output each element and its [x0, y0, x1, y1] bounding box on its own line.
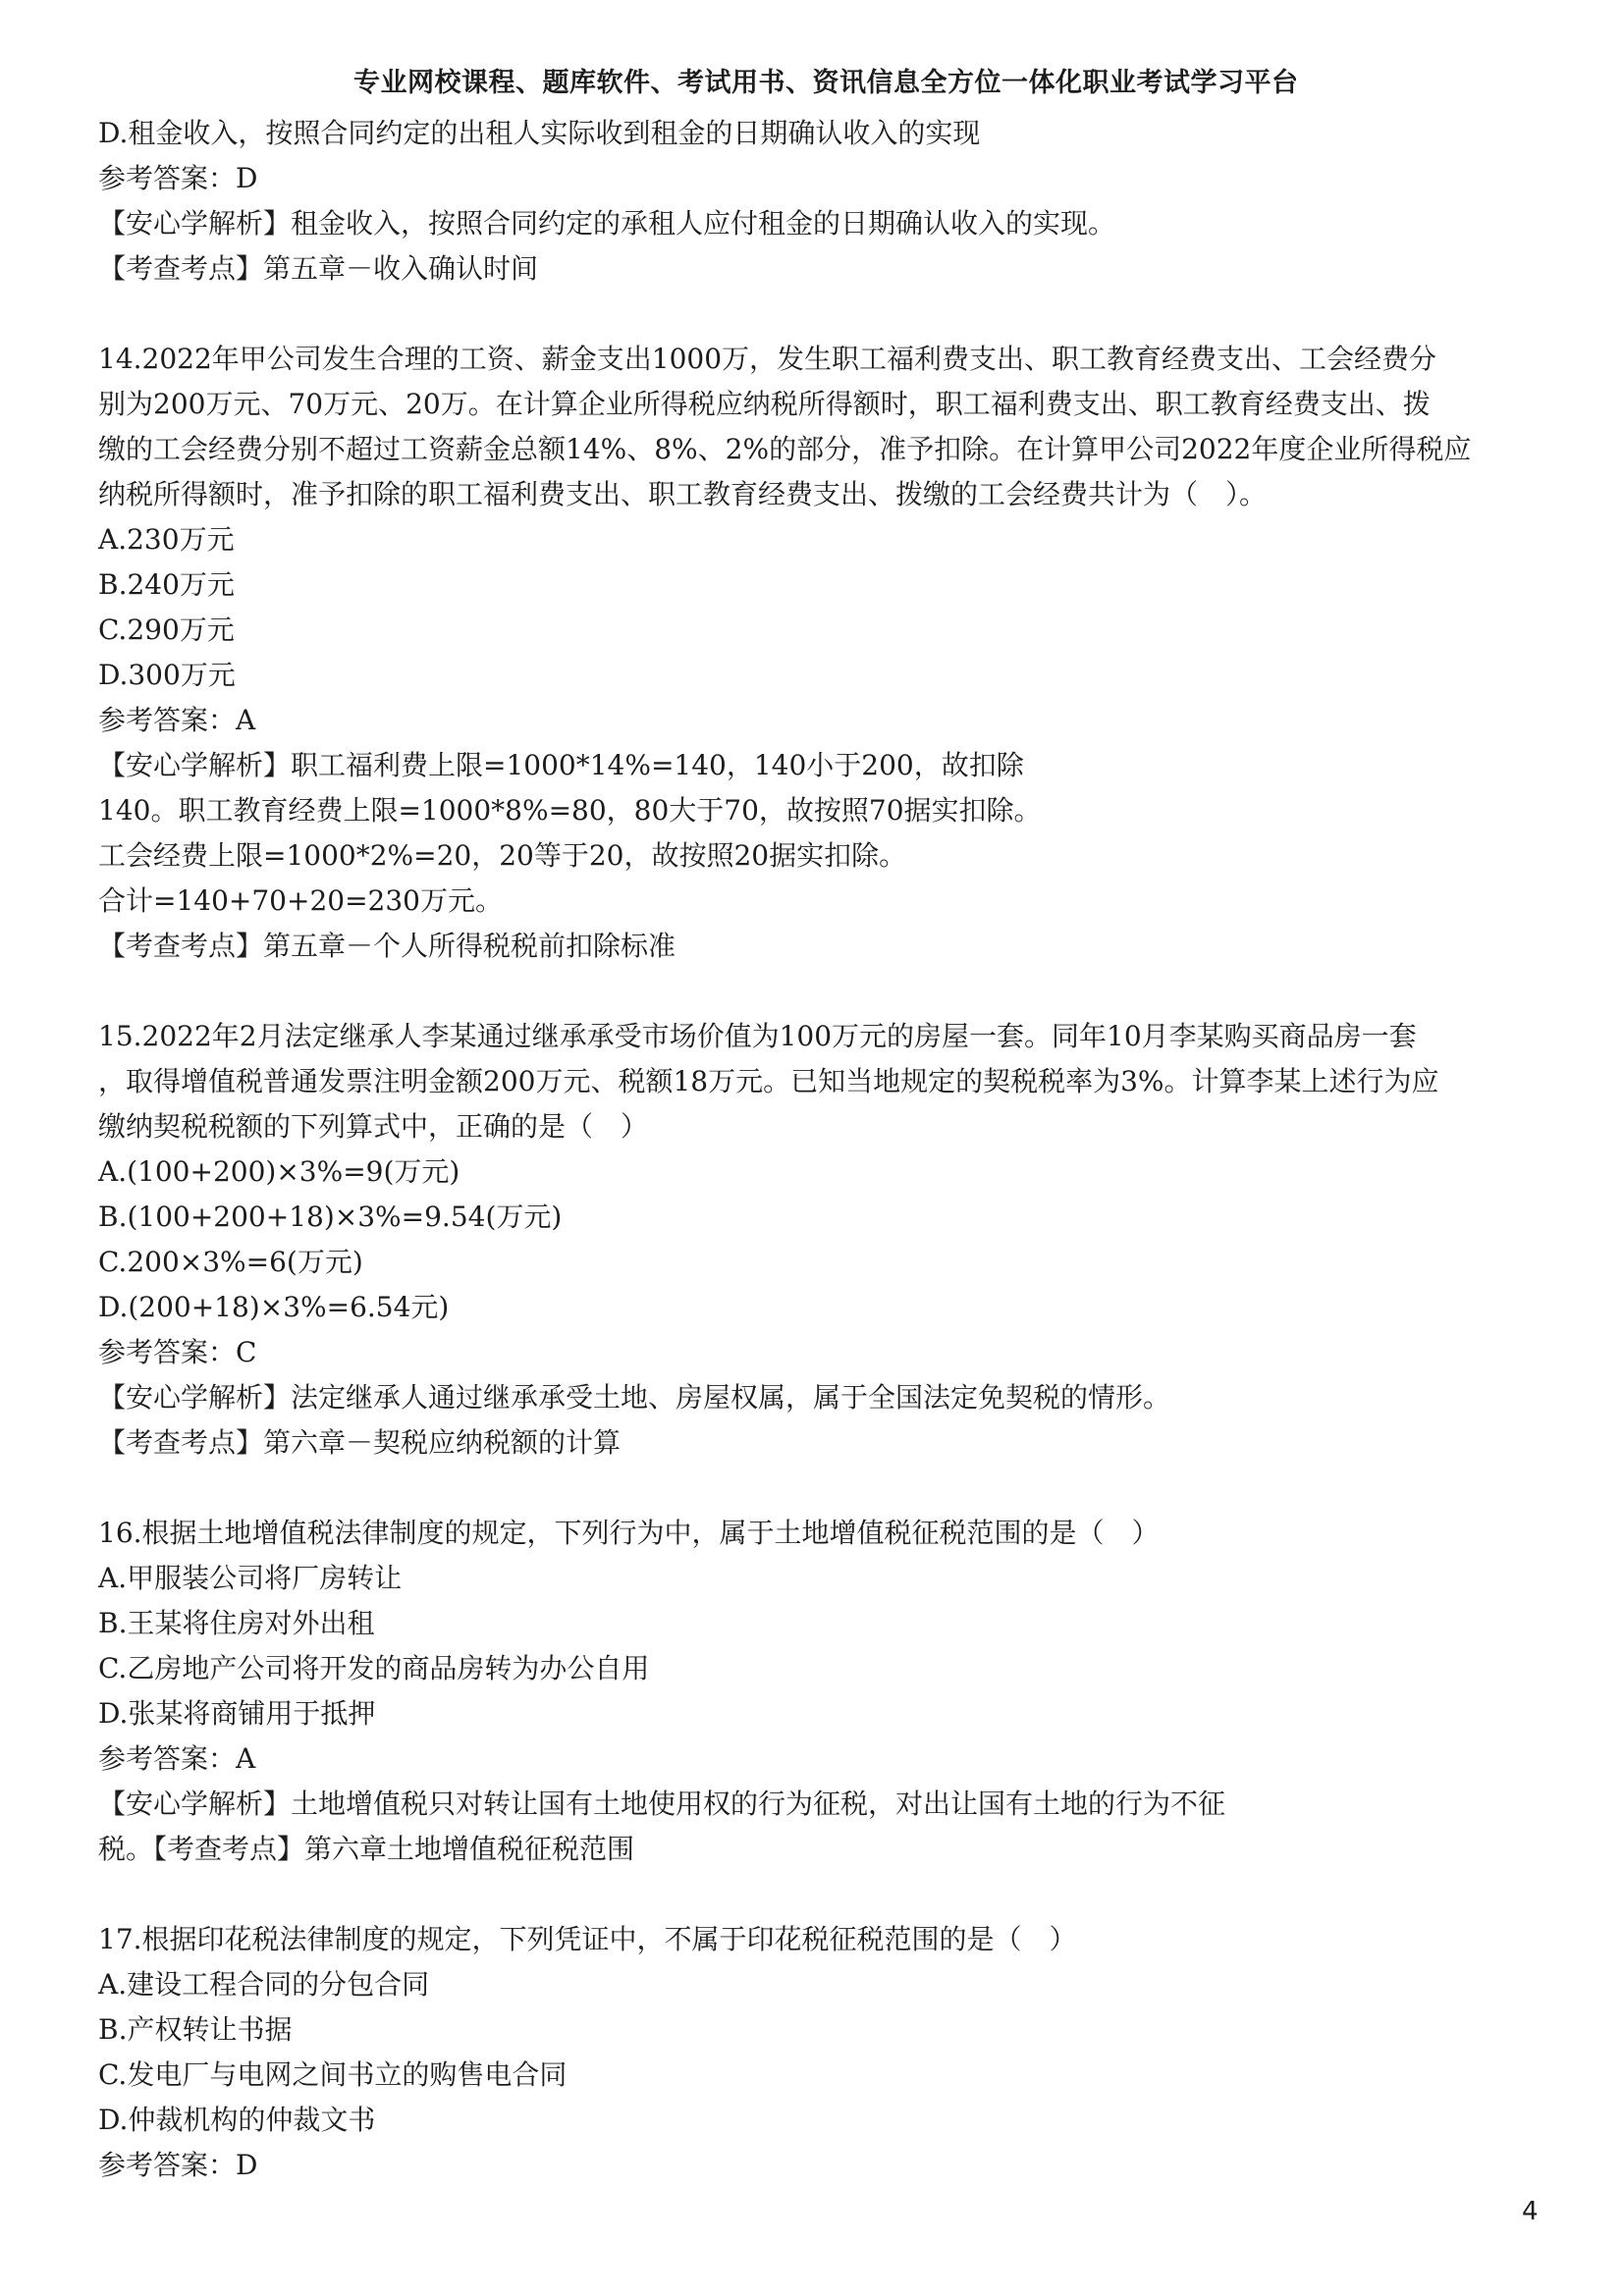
- text-line: D.张某将商铺用于抵押: [98, 1697, 376, 1730]
- question-block: [98, 1511, 1532, 1872]
- text-line: D.(200+18)×3%=6.54元): [98, 1291, 450, 1323]
- text-line: D.300万元: [98, 659, 236, 691]
- question-block: [98, 111, 1532, 292]
- text-line: 【安心学解析】租金收入，按照合同约定的承租人应付租金的日期确认收入的实现。: [98, 207, 1116, 240]
- text-line: 【安心学解析】职工福利费上限=1000*14%=140，140小于200，故扣除: [98, 749, 1024, 781]
- text-line: ，取得增值税普通发票注明金额200万元、税额18万元。已知当地规定的契税税率为3%。计算李某上述行为应: [98, 1065, 1439, 1097]
- text-line: 15.2022年2月法定继承人李某通过继承承受市场价值为100万元的房屋一套。同年10月李某购买商品房一套: [98, 1020, 1417, 1052]
- question-block: [98, 1014, 1532, 1466]
- text-line: A.甲服装公司将厂房转让: [98, 1562, 403, 1594]
- block-gap: [98, 292, 1532, 337]
- page-content: [98, 111, 1532, 2188]
- text-line: A.建设工程合同的分包合同: [98, 1968, 430, 2001]
- text-line: 参考答案：A: [98, 1742, 256, 1775]
- text-line: A.230万元: [98, 523, 235, 556]
- text-line: 合计=140+70+20=230万元。: [98, 884, 503, 917]
- text-line: 别为200万元、70万元、20万。在计算企业所得税应纳税所得额时，职工福利费支出、职工教育经费支出、拨: [98, 388, 1431, 420]
- text-line: 税。【考查考点】第六章土地增值税征税范围: [98, 1833, 635, 1865]
- text-line: 参考答案：D: [98, 2149, 258, 2181]
- text-line: 【考查考点】第五章－收入确认时间: [98, 252, 539, 285]
- text-line: B.(100+200+18)×3%=9.54(万元): [98, 1201, 563, 1233]
- question-block: [98, 337, 1532, 969]
- text-line: C.290万元: [98, 614, 235, 646]
- text-line: 【考查考点】第六章－契税应纳税额的计算: [98, 1426, 622, 1459]
- text-line: B.240万元: [98, 568, 235, 601]
- text-line: C.乙房地产公司将开发的商品房转为办公自用: [98, 1652, 650, 1684]
- text-line: 【安心学解析】法定继承人通过继承承受土地、房屋权属，属于全国法定免契税的情形。: [98, 1381, 1171, 1414]
- text-line: 缴纳契税税额的下列算式中，正确的是（ ）: [98, 1110, 649, 1143]
- block-gap: [98, 969, 1532, 1014]
- page-header: 专业网校课程、题库软件、考试用书、资讯信息全方位一体化职业考试学习平台: [353, 68, 1299, 98]
- text-line: 参考答案：C: [98, 1336, 257, 1368]
- text-line: 【安心学解析】土地增值税只对转让国有土地使用权的行为征税，对出让国有土地的行为不征: [98, 1788, 1226, 1820]
- text-line: 参考答案：D: [98, 162, 258, 194]
- text-line: 【考查考点】第五章－个人所得税税前扣除标准: [98, 930, 676, 962]
- text-line: 14.2022年甲公司发生合理的工资、薪金支出1000万，发生职工福利费支出、职工教育经费支出、工会经费分: [98, 343, 1437, 375]
- text-line: C.200×3%=6(万元): [98, 1246, 363, 1278]
- text-line: A.(100+200)×3%=9(万元): [98, 1155, 460, 1188]
- text-line: 16.根据土地增值税法律制度的规定，下列行为中，属于土地增值税征税范围的是（ ）: [98, 1517, 1160, 1549]
- text-line: B.产权转让书据: [98, 2013, 293, 2046]
- text-line: D.租金收入，按照合同约定的出租人实际收到租金的日期确认收入的实现: [98, 117, 981, 149]
- page-number: 4: [1522, 2197, 1539, 2226]
- text-line: B.王某将住房对外出租: [98, 1607, 375, 1639]
- text-line: C.发电厂与电网之间书立的购售电合同: [98, 2058, 568, 2091]
- text-line: 纳税所得额时，准予扣除的职工福利费支出、职工教育经费支出、拨缴的工会经费共计为（ ）。: [98, 478, 1268, 510]
- text-line: 缴的工会经费分别不超过工资薪金总额14%、8%、2%的部分，准予扣除。在计算甲公司2022年度企业所得税应: [98, 433, 1472, 465]
- text-line: 参考答案：A: [98, 704, 256, 736]
- block-gap: [98, 1872, 1532, 1917]
- text-line: 工会经费上限=1000*2%=20，20等于20，故按照20据实扣除。: [98, 839, 907, 872]
- block-gap: [98, 1466, 1532, 1511]
- text-line: 140。职工教育经费上限=1000*8%=80，80大于70，故按照70据实扣除。: [98, 794, 1042, 827]
- text-line: D.仲裁机构的仲裁文书: [98, 2104, 376, 2136]
- text-line: 17.根据印花税法律制度的规定，下列凭证中，不属于印花税征税范围的是（ ）: [98, 1923, 1077, 1955]
- question-block: [98, 1917, 1532, 2188]
